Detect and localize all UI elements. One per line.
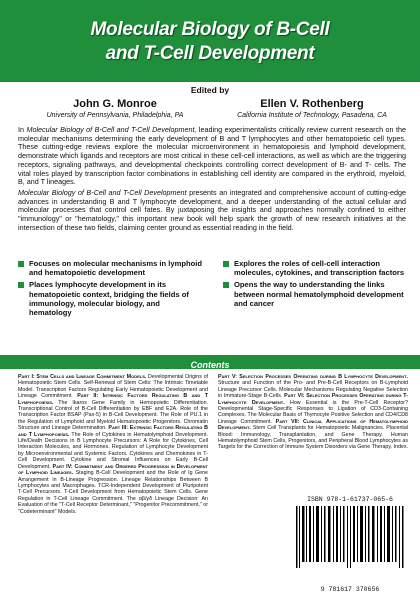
editor-right bbox=[222, 98, 402, 120]
part-heading: Part IV: Commitment and Ordered Progression in Development of Lymphoid Lineages. bbox=[18, 463, 208, 477]
feature-bullets bbox=[18, 259, 408, 320]
bullet-item: Explores the roles of cell-cell interaction molecules, cytokines, and transcription factors bbox=[223, 259, 408, 277]
description-paragraph-2: Molecular Biology of B-Cell and T-Cell Development presents an integrated and comprehensive account of cutting-edge advances in understanding B and T lymphocyte development, and a deeper understanding of the actual cellular and molecular processes that control cell fates. By juxtaposing the insights and approaches normally confined to either "immunology" or "hematology," this important new book will help spark the growth of new research initiatives at the intersection of these two fields, claiming center ground as essential reading in the field. bbox=[18, 187, 406, 232]
editor-left bbox=[40, 98, 190, 120]
editor-affiliation: California Institute of Technology, Pasadena, CA bbox=[237, 112, 387, 119]
barcode-icon bbox=[290, 506, 410, 568]
contents-bar bbox=[0, 355, 420, 369]
part-heading: Part III: Extrinsic Factors Regulating B and T Lymphopoiesis. bbox=[18, 425, 209, 438]
editor-name: John G. Monroe bbox=[73, 98, 157, 110]
book-title-italic: Molecular Biology of B-Cell and T-Cell Development bbox=[18, 187, 187, 197]
square-bullet-icon bbox=[223, 261, 229, 267]
title-line-2: and T-Cell Development bbox=[105, 43, 315, 64]
part-heading: Part VI: Selection Processes Operating during T-Lymphocyte Development. bbox=[218, 393, 408, 406]
isbn-label: ISBN 978-1-61737-065-6 bbox=[307, 496, 393, 503]
contents-column-left bbox=[18, 374, 208, 594]
part-heading: Part VII: Clinical Applications of Hematolymphoid Development. bbox=[218, 418, 408, 432]
barcode bbox=[290, 506, 410, 578]
part-text: Staging B-Cell Development and the Role of Ig Gene Arrangement in B-Lineage Progression. Lineage Relationships Between B Lymphocytes and Macrophages. TCR-Independent Development of Pluripotent T-Cell Precursors. T-Cell Development from Hematopoietic Stem Cells. Gene Regulation in T-Cell Lineage Commitment. The αβ/γδ Lineage Decision: An Evaluation of the "T-Cell Receptor Determinant," "Progenitor Precommitment," or "Codeterminant" Models. bbox=[18, 470, 208, 515]
square-bullet-icon bbox=[18, 282, 24, 288]
editor-name: Ellen V. Rothenberg bbox=[260, 98, 364, 110]
square-bullet-icon bbox=[223, 282, 229, 288]
description-paragraph-1: In Molecular Biology of B-Cell and T-Cell Development, leading experimentalists critically review current research on the molecular mechanisms determining the early development of B and T lymphocytes and other hematopoietic cell types. These cutting-edge reviews explore the molecular microenvironment in hematopoiesis and lymphoid development, demonstrate which ligands and receptors are most critical in these cell-cell interactions, as well as which are the triggering receptors, signaling pathways, and developmental checkpoints controlling correct development of B- and T- cells. The vital roles played by transcription factor combinations in establishing cell identity are compared in the erythroid, myeloid, B, and T lineages. bbox=[18, 125, 406, 187]
bullet-item: Focuses on molecular mechanisms in lymphoid and hematopoietic development bbox=[18, 259, 203, 277]
part-heading: Part I: Stem Cells and Lineage Commitment Models. bbox=[18, 374, 147, 380]
part-text: Developmental Origins of Hematopoietic Stem Cells. Self-Renewal of Stem Cells: The Intrinsic Timetable Model. Transcription Factors Regulating Early Hematopoietic Development and Lineage Commitment. bbox=[18, 374, 208, 400]
part-text: Stem Cell Transplants for Hematopoietic Malignancies. Placental Blood: Immunology, Transplantation, and Gene Therapy. Human Hematolymphoid Stem Cells, Progenitors, and Peripheral Blood Lymphocytes as Targets for the Correction of Immune System Disorders via Gene Therapy. Index. bbox=[218, 425, 408, 451]
part-heading: Part V: Selection Processes Operating during B Lymphocyte Development. bbox=[218, 374, 408, 380]
bullet-item: Opens the way to understanding the links between normal hematolymphoid development and cancer bbox=[223, 280, 408, 308]
book-title-italic: Molecular Biology of B-Cell and T-Cell Development, bbox=[26, 125, 197, 134]
title-band bbox=[0, 0, 420, 82]
square-bullet-icon bbox=[18, 261, 24, 267]
bullet-item: Places lymphocyte development in its hematopoietic context, bridging the fields of immunology, molecular biology, and hematology bbox=[18, 280, 203, 317]
description bbox=[18, 126, 406, 234]
title-line-1: Molecular Biology of B-Cell bbox=[90, 19, 330, 40]
bullet-column-left bbox=[18, 259, 203, 320]
part-text: Structure and Function of the Pro- and Pre-B-Cell Receptors on B-Lymphoid Lineage Precursor Cells. Molecular Mechanisms Regulating Negative Selection in Immature-Stage B-Cells. bbox=[218, 380, 408, 400]
barcode-digits: 9 781617 370656 bbox=[320, 586, 380, 593]
part-text: How Essential is the Pre-T-Cell Receptor? Developmental Stage-Specific Responses to Ligation of CD3-Containing Complexes. The Molecular Basis of Thymocyte Positive Selection and CD4/CD8 Lineage Commitment. bbox=[218, 399, 408, 425]
part-text: The Ikaros Gene Family in Hemopoietic Differentiation. Transcriptional Control of B-Cell Differentiation by EBF and E2A. Role of the Transcription Factor BSAP (Pax-5) in B-Cell Development. The Role of PU.1 in the Regulation of Lymphoid and Myeloid Hematopoietic Progenitors. Chromatin Structure and Lineage Determination. bbox=[18, 399, 208, 432]
contents-title: Contents bbox=[190, 360, 230, 370]
bullet-column-right bbox=[223, 259, 408, 320]
part-heading: Part II: Intrinsic Factors Regulating B and T Lymphopoiesis. bbox=[18, 393, 208, 406]
editor-affiliation: University of Pennsylvania, Philadelphia, PA bbox=[46, 112, 184, 119]
edited-by-label: Edited by bbox=[190, 85, 230, 95]
part-text: The Role of Cytokines in Hematolymphoid Development. Life/Death Decisions in B Lymphocyte Precursors: A Role for Cytokines, Cell Interaction Molecules, and Hormones. Regulation of Lymphocyte Development by Microenvironmental and Systemic Factors. Cytokines and Chemokines in T-Cell Development. Cytokine and Stromal Influences on Early B-Cell Development. bbox=[18, 431, 209, 470]
